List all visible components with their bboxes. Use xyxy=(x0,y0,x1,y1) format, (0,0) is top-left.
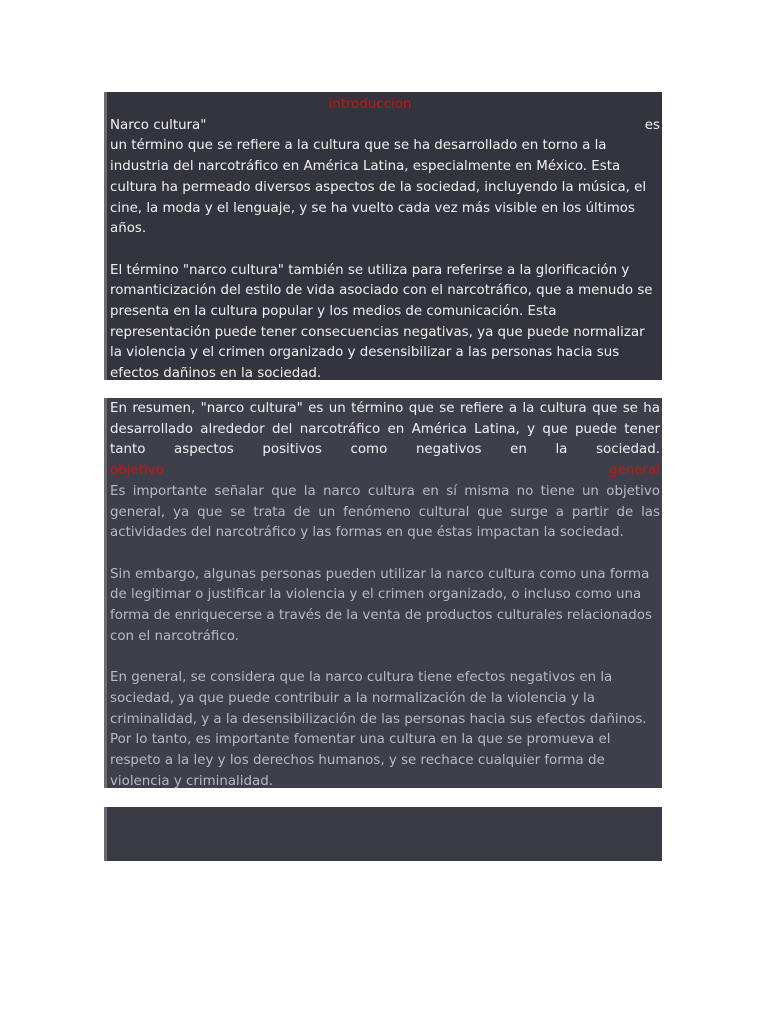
intro-first-line-right: es xyxy=(644,117,660,133)
objective-heading-left: objetivo xyxy=(110,463,164,479)
summary-paragraph: En resumen, "narco cultura" es un término que se refiere a la cultura que se ha desarrollado alrededor del narcotráfico en América Latina, y que puede tener tanto aspectos positivos como negativos en la sociedad. xyxy=(110,401,660,458)
empty-footer-block xyxy=(104,807,662,861)
intro-section xyxy=(104,92,662,380)
objective-paragraph-1: Es importante señalar que la narco cultura en sí misma no tiene un objetivo general, ya que se trata de un fenómeno cultural que surge a partir de las actividades del narcotráfico y las formas en que éstas impactan la sociedad. xyxy=(110,483,660,541)
objective-heading xyxy=(110,461,660,482)
intro-first-line-left: Narco cultura" xyxy=(110,117,207,133)
objective-paragraph-2: Sin embargo, algunas personas pueden utilizar la narco cultura como una forma de legitimar o justificar la violencia y el crimen organizado, o incluso como una forma de enriquecerse a través de la venta de productos culturales relacionados con el narcotráfico. xyxy=(110,566,652,644)
objective-section xyxy=(104,398,662,788)
intro-paragraph-1: un término que se refiere a la cultura que se ha desarrollado en torno a la industria del narcotráfico en América Latina, especialmente en México. Esta cultura ha permeado diversos aspectos de la sociedad, incluyendo la música, el cine, la moda y el lenguaje, y se ha vuelto cada vez más visible en los últimos años. xyxy=(110,138,647,237)
paragraph-gap xyxy=(110,240,660,261)
intro-first-line xyxy=(110,116,660,137)
paragraph-gap xyxy=(110,647,660,668)
paragraph-gap xyxy=(110,544,660,565)
intro-heading: introduccion xyxy=(328,97,412,112)
objective-paragraph-3: En general, se considera que la narco cultura tiene efectos negativos en la sociedad, ya que puede contribuir a la normalización de la violencia y la criminalidad, y a la desensibilización de las personas hacia sus efectos dañinos. Por lo tanto, es importante fomentar una cultura en la que se promueva el respeto a la ley y los derechos humanos, y se rechace cualquier forma de violencia y criminalidad. xyxy=(110,670,647,789)
objective-heading-right: general xyxy=(609,463,660,479)
intro-paragraph-2: El término "narco cultura" también se utiliza para referirse a la glorificación y romanticización del estilo de vida asociado con el narcotráfico, que a menudo se presenta en la cultura popular y los medios de comunicación. Esta representación puede tener consecuencias negativas, ya que puede normalizar la violencia y el crimen organizado y desensibilizar a las personas hacia sus efectos dañinos en la sociedad. xyxy=(110,262,653,382)
